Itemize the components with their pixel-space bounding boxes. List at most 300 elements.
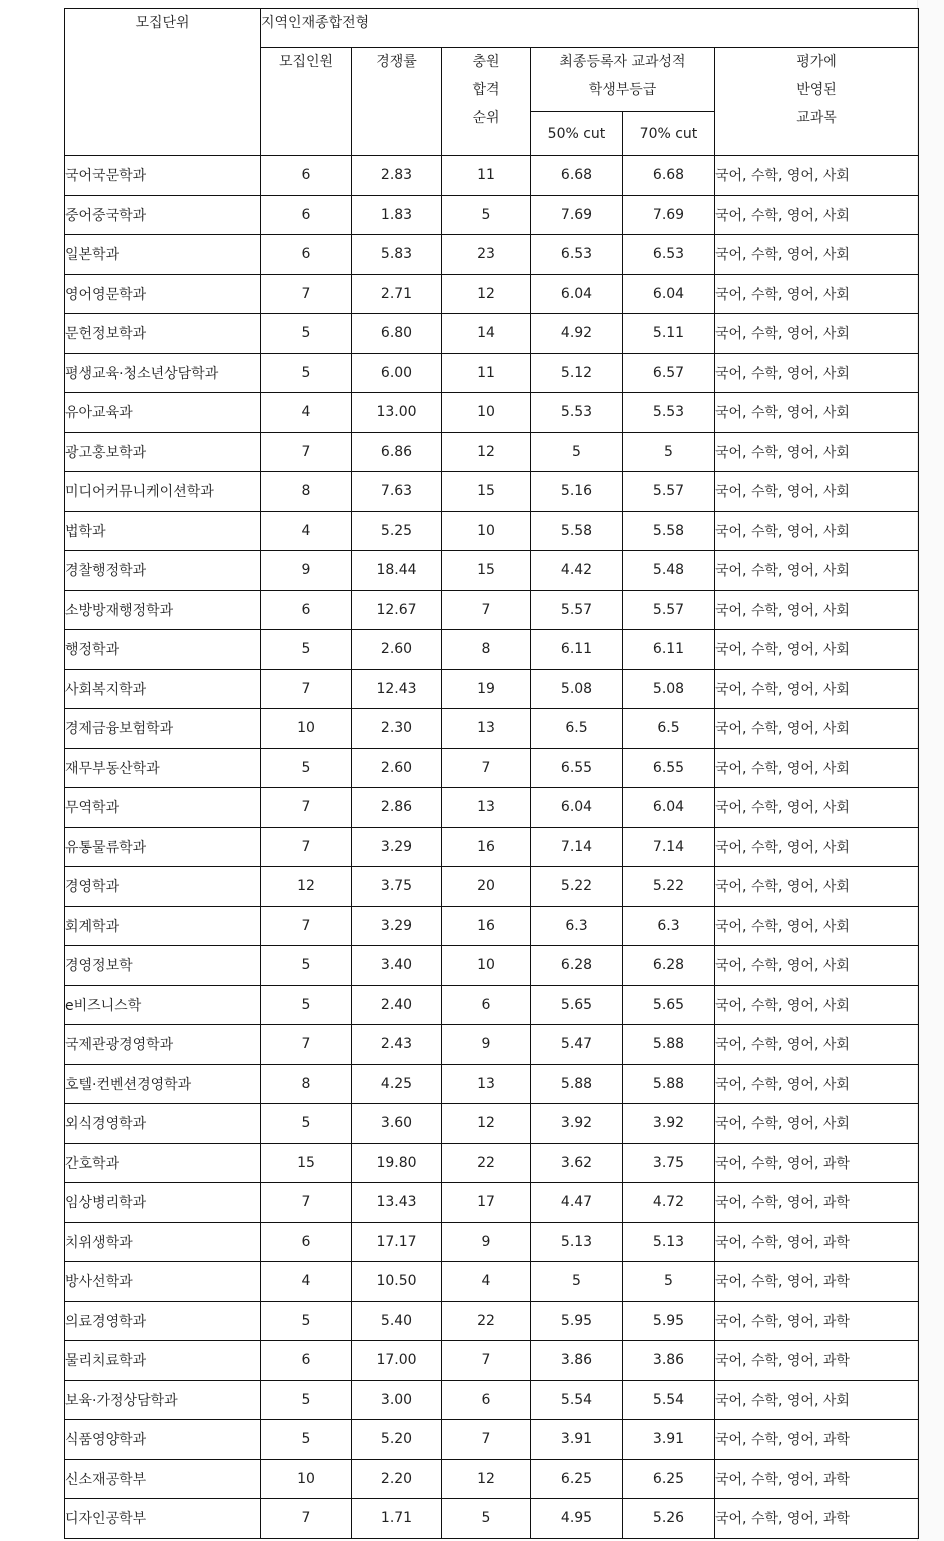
competition-rate-cell: 13.43 bbox=[352, 1183, 442, 1223]
cut50-cell: 5 bbox=[531, 432, 623, 472]
waitlist-rank-cell: 6 bbox=[442, 985, 531, 1025]
department-cell: 국어국문학과 bbox=[65, 156, 261, 196]
department-cell: e비즈니스학 bbox=[65, 985, 261, 1025]
quota-cell: 4 bbox=[261, 1262, 352, 1302]
quota-cell: 10 bbox=[261, 709, 352, 749]
subjects-cell: 국어, 수학, 영어, 사회 bbox=[715, 1104, 919, 1144]
table-row bbox=[65, 748, 919, 788]
quota-cell: 5 bbox=[261, 1301, 352, 1341]
department-cell: 치위생학과 bbox=[65, 1222, 261, 1262]
table-row bbox=[65, 1301, 919, 1341]
quota-cell: 5 bbox=[261, 748, 352, 788]
header-subjects-line1: 평가에 bbox=[796, 54, 837, 70]
department-cell: 식품영양학과 bbox=[65, 1420, 261, 1460]
competition-rate-cell: 2.83 bbox=[352, 156, 442, 196]
subjects-cell: 국어, 수학, 영어, 사회 bbox=[715, 511, 919, 551]
cut70-cell: 5.57 bbox=[623, 472, 715, 512]
table-row bbox=[65, 788, 919, 828]
subjects-cell: 국어, 수학, 영어, 과학 bbox=[715, 1341, 919, 1381]
waitlist-rank-cell: 13 bbox=[442, 1064, 531, 1104]
table-row bbox=[65, 827, 919, 867]
waitlist-rank-cell: 22 bbox=[442, 1301, 531, 1341]
cut70-cell: 5.88 bbox=[623, 1064, 715, 1104]
cut50-cell: 6.04 bbox=[531, 274, 623, 314]
subjects-cell: 국어, 수학, 영어, 사회 bbox=[715, 235, 919, 275]
department-cell: 영어영문학과 bbox=[65, 274, 261, 314]
cut70-cell: 5.58 bbox=[623, 511, 715, 551]
waitlist-rank-cell: 15 bbox=[442, 472, 531, 512]
table-row bbox=[65, 630, 919, 670]
cut70-cell: 5.22 bbox=[623, 867, 715, 907]
header-waitlist-rank bbox=[442, 48, 531, 156]
department-cell: 의료경영학과 bbox=[65, 1301, 261, 1341]
quota-cell: 7 bbox=[261, 669, 352, 709]
competition-rate-cell: 3.75 bbox=[352, 867, 442, 907]
subjects-cell: 국어, 수학, 영어, 사회 bbox=[715, 867, 919, 907]
cut70-cell: 6.5 bbox=[623, 709, 715, 749]
table-row bbox=[65, 551, 919, 591]
subjects-cell: 국어, 수학, 영어, 사회 bbox=[715, 472, 919, 512]
cut50-cell: 3.92 bbox=[531, 1104, 623, 1144]
table-row bbox=[65, 709, 919, 749]
quota-cell: 6 bbox=[261, 1341, 352, 1381]
department-cell: 경영학과 bbox=[65, 867, 261, 907]
table-row bbox=[65, 1025, 919, 1065]
quota-cell: 4 bbox=[261, 393, 352, 433]
quota-cell: 5 bbox=[261, 1104, 352, 1144]
cut70-cell: 3.86 bbox=[623, 1341, 715, 1381]
subjects-cell: 국어, 수학, 영어, 과학 bbox=[715, 1222, 919, 1262]
competition-rate-cell: 17.00 bbox=[352, 1341, 442, 1381]
cut70-cell: 6.55 bbox=[623, 748, 715, 788]
page-scroll-edge bbox=[917, 0, 944, 1541]
cut50-cell: 5 bbox=[531, 1262, 623, 1302]
cut50-cell: 4.47 bbox=[531, 1183, 623, 1223]
waitlist-rank-cell: 10 bbox=[442, 393, 531, 433]
department-cell: 유아교육과 bbox=[65, 393, 261, 433]
table-row bbox=[65, 985, 919, 1025]
cut50-cell: 5.54 bbox=[531, 1380, 623, 1420]
waitlist-rank-cell: 6 bbox=[442, 1380, 531, 1420]
quota-cell: 8 bbox=[261, 472, 352, 512]
quota-cell: 4 bbox=[261, 511, 352, 551]
table-row bbox=[65, 1183, 919, 1223]
subjects-cell: 국어, 수학, 영어, 과학 bbox=[715, 1459, 919, 1499]
admissions-results-table bbox=[64, 8, 919, 1539]
competition-rate-cell: 17.17 bbox=[352, 1222, 442, 1262]
department-cell: 신소재공학부 bbox=[65, 1459, 261, 1499]
subjects-cell: 국어, 수학, 영어, 사회 bbox=[715, 946, 919, 986]
competition-rate-cell: 1.71 bbox=[352, 1499, 442, 1539]
header-grade-group bbox=[531, 48, 715, 112]
subjects-cell: 국어, 수학, 영어, 과학 bbox=[715, 1499, 919, 1539]
quota-cell: 7 bbox=[261, 432, 352, 472]
waitlist-rank-cell: 13 bbox=[442, 788, 531, 828]
waitlist-rank-cell: 19 bbox=[442, 669, 531, 709]
department-cell: 경제금융보험학과 bbox=[65, 709, 261, 749]
subjects-cell: 국어, 수학, 영어, 사회 bbox=[715, 1064, 919, 1104]
competition-rate-cell: 5.20 bbox=[352, 1420, 442, 1460]
header-unit: 모집단위 bbox=[65, 9, 261, 156]
cut70-cell: 5.57 bbox=[623, 590, 715, 630]
quota-cell: 5 bbox=[261, 946, 352, 986]
waitlist-rank-cell: 22 bbox=[442, 1143, 531, 1183]
quota-cell: 6 bbox=[261, 156, 352, 196]
cut70-cell: 5.95 bbox=[623, 1301, 715, 1341]
header-cut50: 50% cut bbox=[531, 112, 623, 156]
quota-cell: 6 bbox=[261, 1222, 352, 1262]
waitlist-rank-cell: 10 bbox=[442, 946, 531, 986]
quota-cell: 7 bbox=[261, 827, 352, 867]
cut70-cell: 4.72 bbox=[623, 1183, 715, 1223]
table-body bbox=[65, 156, 919, 1539]
department-cell: 법학과 bbox=[65, 511, 261, 551]
department-cell: 유통물류학과 bbox=[65, 827, 261, 867]
quota-cell: 9 bbox=[261, 551, 352, 591]
quota-cell: 8 bbox=[261, 1064, 352, 1104]
quota-cell: 5 bbox=[261, 630, 352, 670]
header-waitlist-rank-line1: 충원 bbox=[472, 54, 500, 70]
cut50-cell: 6.3 bbox=[531, 906, 623, 946]
department-cell: 사회복지학과 bbox=[65, 669, 261, 709]
waitlist-rank-cell: 16 bbox=[442, 827, 531, 867]
cut70-cell: 5 bbox=[623, 432, 715, 472]
competition-rate-cell: 5.25 bbox=[352, 511, 442, 551]
quota-cell: 7 bbox=[261, 906, 352, 946]
cut70-cell: 3.91 bbox=[623, 1420, 715, 1460]
department-cell: 광고홍보학과 bbox=[65, 432, 261, 472]
cut70-cell: 5.08 bbox=[623, 669, 715, 709]
cut50-cell: 5.88 bbox=[531, 1064, 623, 1104]
competition-rate-cell: 12.67 bbox=[352, 590, 442, 630]
competition-rate-cell: 5.40 bbox=[352, 1301, 442, 1341]
department-cell: 호텔·컨벤션경영학과 bbox=[65, 1064, 261, 1104]
table-row bbox=[65, 353, 919, 393]
cut50-cell: 5.57 bbox=[531, 590, 623, 630]
table-row bbox=[65, 195, 919, 235]
cut70-cell: 6.04 bbox=[623, 274, 715, 314]
department-cell: 물리치료학과 bbox=[65, 1341, 261, 1381]
waitlist-rank-cell: 12 bbox=[442, 1459, 531, 1499]
waitlist-rank-cell: 9 bbox=[442, 1025, 531, 1065]
subjects-cell: 국어, 수학, 영어, 사회 bbox=[715, 985, 919, 1025]
subjects-cell: 국어, 수학, 영어, 과학 bbox=[715, 1301, 919, 1341]
quota-cell: 7 bbox=[261, 1499, 352, 1539]
competition-rate-cell: 13.00 bbox=[352, 393, 442, 433]
cut50-cell: 6.28 bbox=[531, 946, 623, 986]
subjects-cell: 국어, 수학, 영어, 과학 bbox=[715, 1420, 919, 1460]
table-row bbox=[65, 1499, 919, 1539]
quota-cell: 5 bbox=[261, 1420, 352, 1460]
table-row bbox=[65, 314, 919, 354]
cut50-cell: 6.04 bbox=[531, 788, 623, 828]
competition-rate-cell: 3.29 bbox=[352, 906, 442, 946]
cut50-cell: 5.53 bbox=[531, 393, 623, 433]
subjects-cell: 국어, 수학, 영어, 사회 bbox=[715, 353, 919, 393]
cut70-cell: 6.3 bbox=[623, 906, 715, 946]
subjects-cell: 국어, 수학, 영어, 사회 bbox=[715, 709, 919, 749]
competition-rate-cell: 2.43 bbox=[352, 1025, 442, 1065]
cut50-cell: 6.11 bbox=[531, 630, 623, 670]
table-row bbox=[65, 1420, 919, 1460]
competition-rate-cell: 5.83 bbox=[352, 235, 442, 275]
quota-cell: 5 bbox=[261, 1380, 352, 1420]
cut70-cell: 7.69 bbox=[623, 195, 715, 235]
cut70-cell: 6.25 bbox=[623, 1459, 715, 1499]
cut50-cell: 6.5 bbox=[531, 709, 623, 749]
table-row bbox=[65, 906, 919, 946]
waitlist-rank-cell: 8 bbox=[442, 630, 531, 670]
competition-rate-cell: 1.83 bbox=[352, 195, 442, 235]
competition-rate-cell: 2.71 bbox=[352, 274, 442, 314]
department-cell: 간호학과 bbox=[65, 1143, 261, 1183]
department-cell: 문헌정보학과 bbox=[65, 314, 261, 354]
waitlist-rank-cell: 15 bbox=[442, 551, 531, 591]
table-row bbox=[65, 590, 919, 630]
competition-rate-cell: 2.40 bbox=[352, 985, 442, 1025]
department-cell: 미디어커뮤니케이션학과 bbox=[65, 472, 261, 512]
subjects-cell: 국어, 수학, 영어, 사회 bbox=[715, 156, 919, 196]
cut70-cell: 6.11 bbox=[623, 630, 715, 670]
cut50-cell: 4.95 bbox=[531, 1499, 623, 1539]
cut70-cell: 5.13 bbox=[623, 1222, 715, 1262]
subjects-cell: 국어, 수학, 영어, 사회 bbox=[715, 748, 919, 788]
cut50-cell: 5.13 bbox=[531, 1222, 623, 1262]
cut70-cell: 5.26 bbox=[623, 1499, 715, 1539]
subjects-cell: 국어, 수학, 영어, 사회 bbox=[715, 1380, 919, 1420]
competition-rate-cell: 2.60 bbox=[352, 748, 442, 788]
cut50-cell: 7.69 bbox=[531, 195, 623, 235]
waitlist-rank-cell: 20 bbox=[442, 867, 531, 907]
header-admission-type: 지역인재종합전형 bbox=[261, 9, 919, 48]
department-cell: 국제관광경영학과 bbox=[65, 1025, 261, 1065]
cut50-cell: 5.65 bbox=[531, 985, 623, 1025]
header-waitlist-rank-line3: 순위 bbox=[472, 110, 500, 126]
table-row bbox=[65, 472, 919, 512]
cut50-cell: 5.16 bbox=[531, 472, 623, 512]
competition-rate-cell: 2.60 bbox=[352, 630, 442, 670]
competition-rate-cell: 2.30 bbox=[352, 709, 442, 749]
cut50-cell: 3.86 bbox=[531, 1341, 623, 1381]
cut50-cell: 3.62 bbox=[531, 1143, 623, 1183]
table-row bbox=[65, 1341, 919, 1381]
waitlist-rank-cell: 7 bbox=[442, 590, 531, 630]
quota-cell: 5 bbox=[261, 353, 352, 393]
competition-rate-cell: 7.63 bbox=[352, 472, 442, 512]
subjects-cell: 국어, 수학, 영어, 사회 bbox=[715, 195, 919, 235]
table-row bbox=[65, 274, 919, 314]
cut70-cell: 5.53 bbox=[623, 393, 715, 433]
cut50-cell: 5.47 bbox=[531, 1025, 623, 1065]
table-row bbox=[65, 1459, 919, 1499]
header-waitlist-rank-line2: 합격 bbox=[472, 82, 500, 98]
department-cell: 무역학과 bbox=[65, 788, 261, 828]
header-cut70: 70% cut bbox=[623, 112, 715, 156]
table-row bbox=[65, 1104, 919, 1144]
quota-cell: 7 bbox=[261, 274, 352, 314]
cut70-cell: 5.54 bbox=[623, 1380, 715, 1420]
header-subjects-line3: 교과목 bbox=[796, 110, 837, 126]
quota-cell: 5 bbox=[261, 985, 352, 1025]
waitlist-rank-cell: 23 bbox=[442, 235, 531, 275]
quota-cell: 7 bbox=[261, 1183, 352, 1223]
competition-rate-cell: 19.80 bbox=[352, 1143, 442, 1183]
department-cell: 외식경영학과 bbox=[65, 1104, 261, 1144]
waitlist-rank-cell: 9 bbox=[442, 1222, 531, 1262]
header-subjects-line2: 반영된 bbox=[796, 82, 837, 98]
table-row bbox=[65, 432, 919, 472]
competition-rate-cell: 10.50 bbox=[352, 1262, 442, 1302]
quota-cell: 6 bbox=[261, 235, 352, 275]
waitlist-rank-cell: 11 bbox=[442, 353, 531, 393]
department-cell: 임상병리학과 bbox=[65, 1183, 261, 1223]
cut70-cell: 3.75 bbox=[623, 1143, 715, 1183]
cut70-cell: 5.65 bbox=[623, 985, 715, 1025]
department-cell: 경찰행정학과 bbox=[65, 551, 261, 591]
subjects-cell: 국어, 수학, 영어, 사회 bbox=[715, 432, 919, 472]
cut50-cell: 3.91 bbox=[531, 1420, 623, 1460]
department-cell: 회계학과 bbox=[65, 906, 261, 946]
cut70-cell: 6.53 bbox=[623, 235, 715, 275]
cut70-cell: 6.04 bbox=[623, 788, 715, 828]
subjects-cell: 국어, 수학, 영어, 과학 bbox=[715, 1262, 919, 1302]
cut50-cell: 6.68 bbox=[531, 156, 623, 196]
cut70-cell: 6.68 bbox=[623, 156, 715, 196]
waitlist-rank-cell: 5 bbox=[442, 1499, 531, 1539]
header-grade-group-line1: 최종등록자 교과성적 bbox=[559, 54, 686, 70]
subjects-cell: 국어, 수학, 영어, 사회 bbox=[715, 393, 919, 433]
cut50-cell: 6.53 bbox=[531, 235, 623, 275]
table-row bbox=[65, 1262, 919, 1302]
waitlist-rank-cell: 10 bbox=[442, 511, 531, 551]
competition-rate-cell: 3.00 bbox=[352, 1380, 442, 1420]
subjects-cell: 국어, 수학, 영어, 사회 bbox=[715, 669, 919, 709]
waitlist-rank-cell: 4 bbox=[442, 1262, 531, 1302]
cut70-cell: 6.28 bbox=[623, 946, 715, 986]
subjects-cell: 국어, 수학, 영어, 사회 bbox=[715, 1025, 919, 1065]
table-row bbox=[65, 867, 919, 907]
header-subjects bbox=[715, 48, 919, 156]
department-cell: 경영정보학 bbox=[65, 946, 261, 986]
cut50-cell: 5.12 bbox=[531, 353, 623, 393]
waitlist-rank-cell: 5 bbox=[442, 195, 531, 235]
quota-cell: 7 bbox=[261, 1025, 352, 1065]
department-cell: 디자인공학부 bbox=[65, 1499, 261, 1539]
quota-cell: 6 bbox=[261, 590, 352, 630]
competition-rate-cell: 6.80 bbox=[352, 314, 442, 354]
table-row bbox=[65, 393, 919, 433]
waitlist-rank-cell: 12 bbox=[442, 1104, 531, 1144]
header-grade-group-line2: 학생부등급 bbox=[588, 82, 657, 98]
subjects-cell: 국어, 수학, 영어, 사회 bbox=[715, 551, 919, 591]
subjects-cell: 국어, 수학, 영어, 사회 bbox=[715, 274, 919, 314]
waitlist-rank-cell: 16 bbox=[442, 906, 531, 946]
cut70-cell: 5.88 bbox=[623, 1025, 715, 1065]
competition-rate-cell: 18.44 bbox=[352, 551, 442, 591]
waitlist-rank-cell: 7 bbox=[442, 1420, 531, 1460]
table-row bbox=[65, 1143, 919, 1183]
cut70-cell: 5 bbox=[623, 1262, 715, 1302]
quota-cell: 12 bbox=[261, 867, 352, 907]
waitlist-rank-cell: 7 bbox=[442, 748, 531, 788]
cut70-cell: 3.92 bbox=[623, 1104, 715, 1144]
waitlist-rank-cell: 11 bbox=[442, 156, 531, 196]
table-row bbox=[65, 511, 919, 551]
competition-rate-cell: 3.60 bbox=[352, 1104, 442, 1144]
table-header bbox=[65, 9, 919, 156]
cut50-cell: 5.58 bbox=[531, 511, 623, 551]
cut50-cell: 4.92 bbox=[531, 314, 623, 354]
cut50-cell: 5.22 bbox=[531, 867, 623, 907]
cut50-cell: 4.42 bbox=[531, 551, 623, 591]
quota-cell: 15 bbox=[261, 1143, 352, 1183]
table-row bbox=[65, 1380, 919, 1420]
subjects-cell: 국어, 수학, 영어, 사회 bbox=[715, 827, 919, 867]
table-row bbox=[65, 1064, 919, 1104]
cut70-cell: 7.14 bbox=[623, 827, 715, 867]
table-row bbox=[65, 946, 919, 986]
department-cell: 행정학과 bbox=[65, 630, 261, 670]
subjects-cell: 국어, 수학, 영어, 사회 bbox=[715, 906, 919, 946]
subjects-cell: 국어, 수학, 영어, 사회 bbox=[715, 590, 919, 630]
competition-rate-cell: 3.29 bbox=[352, 827, 442, 867]
subjects-cell: 국어, 수학, 영어, 사회 bbox=[715, 788, 919, 828]
subjects-cell: 국어, 수학, 영어, 사회 bbox=[715, 314, 919, 354]
department-cell: 중어중국학과 bbox=[65, 195, 261, 235]
waitlist-rank-cell: 17 bbox=[442, 1183, 531, 1223]
competition-rate-cell: 4.25 bbox=[352, 1064, 442, 1104]
competition-rate-cell: 6.00 bbox=[352, 353, 442, 393]
header-quota: 모집인원 bbox=[261, 48, 352, 156]
table-row bbox=[65, 1222, 919, 1262]
waitlist-rank-cell: 12 bbox=[442, 432, 531, 472]
competition-rate-cell: 3.40 bbox=[352, 946, 442, 986]
competition-rate-cell: 6.86 bbox=[352, 432, 442, 472]
waitlist-rank-cell: 12 bbox=[442, 274, 531, 314]
competition-rate-cell: 12.43 bbox=[352, 669, 442, 709]
cut50-cell: 7.14 bbox=[531, 827, 623, 867]
table-row bbox=[65, 235, 919, 275]
table-row bbox=[65, 669, 919, 709]
waitlist-rank-cell: 7 bbox=[442, 1341, 531, 1381]
quota-cell: 6 bbox=[261, 195, 352, 235]
waitlist-rank-cell: 13 bbox=[442, 709, 531, 749]
quota-cell: 10 bbox=[261, 1459, 352, 1499]
cut50-cell: 5.95 bbox=[531, 1301, 623, 1341]
quota-cell: 5 bbox=[261, 314, 352, 354]
cut70-cell: 5.11 bbox=[623, 314, 715, 354]
table-row bbox=[65, 156, 919, 196]
department-cell: 평생교육·청소년상담학과 bbox=[65, 353, 261, 393]
department-cell: 재무부동산학과 bbox=[65, 748, 261, 788]
cut70-cell: 6.57 bbox=[623, 353, 715, 393]
department-cell: 소방방재행정학과 bbox=[65, 590, 261, 630]
cut50-cell: 5.08 bbox=[531, 669, 623, 709]
header-competition-rate: 경쟁률 bbox=[352, 48, 442, 156]
department-cell: 일본학과 bbox=[65, 235, 261, 275]
waitlist-rank-cell: 14 bbox=[442, 314, 531, 354]
cut50-cell: 6.55 bbox=[531, 748, 623, 788]
subjects-cell: 국어, 수학, 영어, 과학 bbox=[715, 1183, 919, 1223]
quota-cell: 7 bbox=[261, 788, 352, 828]
cut70-cell: 5.48 bbox=[623, 551, 715, 591]
competition-rate-cell: 2.86 bbox=[352, 788, 442, 828]
subjects-cell: 국어, 수학, 영어, 사회 bbox=[715, 630, 919, 670]
department-cell: 보육·가정상담학과 bbox=[65, 1380, 261, 1420]
subjects-cell: 국어, 수학, 영어, 과학 bbox=[715, 1143, 919, 1183]
department-cell: 방사선학과 bbox=[65, 1262, 261, 1302]
competition-rate-cell: 2.20 bbox=[352, 1459, 442, 1499]
